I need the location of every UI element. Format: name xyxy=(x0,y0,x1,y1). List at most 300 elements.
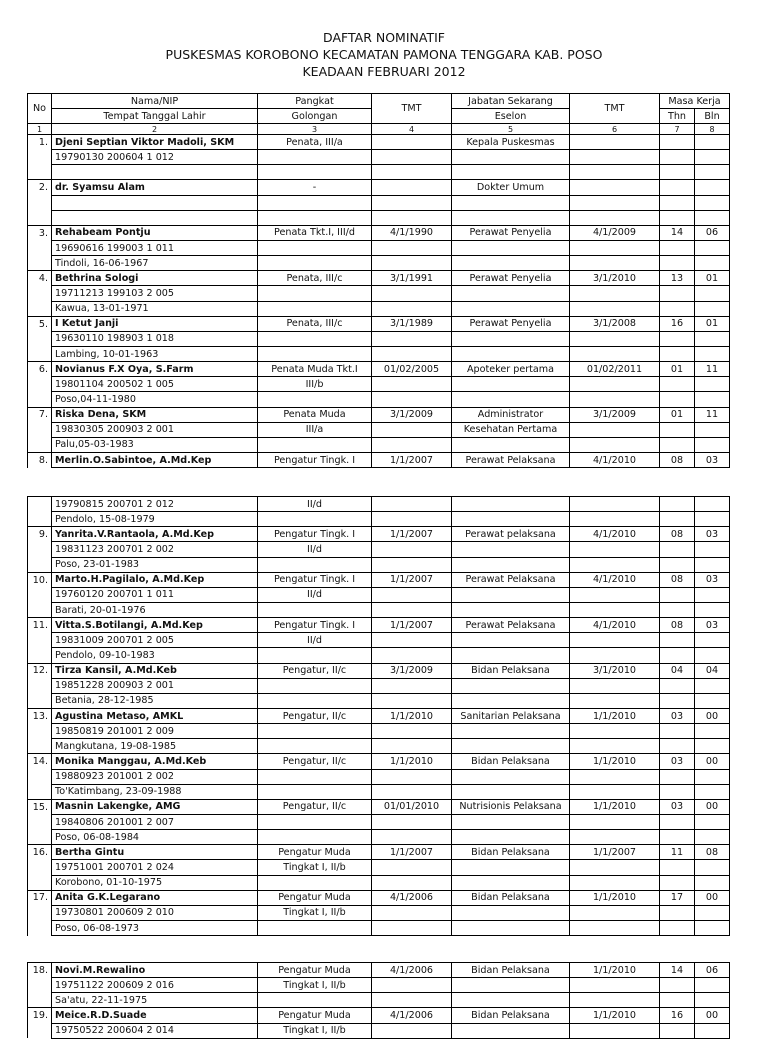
table-row xyxy=(28,754,730,769)
cell-no xyxy=(28,512,52,527)
cell-bln: 03 xyxy=(695,527,730,542)
table-row xyxy=(28,452,730,467)
cell-tmt xyxy=(372,542,452,557)
cell-no: 13. xyxy=(28,708,52,723)
cell-pangkat xyxy=(258,301,372,316)
cell-nama: 19851228 200903 2 001 xyxy=(52,678,258,693)
cell-bln xyxy=(695,542,730,557)
cell-tmt2: 4/1/2010 xyxy=(570,572,660,587)
cell-tmt xyxy=(372,150,452,165)
cell-tmt xyxy=(372,678,452,693)
table-row xyxy=(28,708,730,723)
cell-tmt xyxy=(372,512,452,527)
cell-bln: 04 xyxy=(695,663,730,678)
cell-jabatan: Bidan Pelaksana xyxy=(452,663,570,678)
header-tmt: TMT xyxy=(372,94,452,124)
cell-tmt2: 1/1/2010 xyxy=(570,754,660,769)
column-number: 4 xyxy=(372,124,452,135)
cell-no xyxy=(28,557,52,572)
cell-thn: 17 xyxy=(660,890,695,905)
cell-jabatan: Perawat Penyelia xyxy=(452,316,570,331)
cell-thn xyxy=(660,784,695,799)
doc-subtitle: PUSKESMAS KOROBONO KECAMATAN PAMONA TENGGARA KAB. POSO xyxy=(165,47,603,62)
cell-pangkat: Penata, III/c xyxy=(258,316,372,331)
cell-no xyxy=(28,346,52,361)
cell-no xyxy=(28,648,52,663)
cell-tmt xyxy=(372,814,452,829)
cell-jabatan: Apoteker pertama xyxy=(452,362,570,377)
table-row xyxy=(28,860,730,875)
cell-jabatan xyxy=(452,814,570,829)
table-row xyxy=(28,346,730,361)
cell-pangkat: Tingkat I, II/b xyxy=(258,860,372,875)
header-masa-kerja: Masa Kerja xyxy=(660,94,730,109)
table-row xyxy=(28,978,730,993)
cell-thn: 14 xyxy=(660,225,695,240)
cell-bln xyxy=(695,978,730,993)
table-row xyxy=(28,150,730,165)
cell-tmt xyxy=(372,256,452,271)
cell-tmt xyxy=(372,346,452,361)
table-row xyxy=(28,905,730,920)
cell-tmt2 xyxy=(570,920,660,935)
cell-nama: Novianus F.X Oya, S.Farm xyxy=(52,362,258,377)
cell-nama xyxy=(52,210,258,225)
cell-nama: 19830305 200903 2 001 xyxy=(52,422,258,437)
cell-tmt2 xyxy=(570,346,660,361)
cell-thn: 01 xyxy=(660,407,695,422)
cell-tmt2 xyxy=(570,587,660,602)
cell-thn: 01 xyxy=(660,362,695,377)
cell-tmt2 xyxy=(570,633,660,648)
cell-nama: Merlin.O.Sabintoe, A.Md.Kep xyxy=(52,452,258,467)
table-row xyxy=(28,993,730,1008)
cell-bln: 11 xyxy=(695,362,730,377)
cell-pangkat xyxy=(258,557,372,572)
cell-nama xyxy=(52,195,258,210)
cell-jabatan xyxy=(452,557,570,572)
cell-jabatan xyxy=(452,648,570,663)
cell-jabatan xyxy=(452,678,570,693)
cell-tmt xyxy=(372,240,452,255)
cell-nama: 19831123 200701 2 002 xyxy=(52,542,258,557)
cell-jabatan xyxy=(452,587,570,602)
cell-bln xyxy=(695,693,730,708)
cell-no xyxy=(28,633,52,648)
table-row xyxy=(28,195,730,210)
cell-tmt2: 3/1/2009 xyxy=(570,407,660,422)
cell-tmt2: 1/1/2010 xyxy=(570,708,660,723)
header-ttl: Tempat Tanggal Lahir xyxy=(52,109,258,124)
cell-jabatan xyxy=(452,920,570,935)
cell-tmt2 xyxy=(570,830,660,845)
cell-tmt xyxy=(372,557,452,572)
cell-no xyxy=(28,256,52,271)
cell-pangkat xyxy=(258,437,372,452)
cell-pangkat: Penata, III/a xyxy=(258,135,372,150)
cell-jabatan xyxy=(452,542,570,557)
cell-bln xyxy=(695,422,730,437)
cell-thn xyxy=(660,150,695,165)
cell-tmt xyxy=(372,602,452,617)
cell-bln xyxy=(695,286,730,301)
cell-pangkat: Tingkat I, II/b xyxy=(258,978,372,993)
cell-bln xyxy=(695,497,730,512)
header-bln: Bln xyxy=(695,109,730,124)
cell-thn: 08 xyxy=(660,452,695,467)
cell-pangkat xyxy=(258,814,372,829)
cell-no xyxy=(28,1023,52,1038)
cell-jabatan xyxy=(452,633,570,648)
cell-nama: Sa'atu, 22-11-1975 xyxy=(52,993,258,1008)
cell-bln: 03 xyxy=(695,452,730,467)
cell-nama: Kawua, 13-01-1971 xyxy=(52,301,258,316)
column-number-row xyxy=(28,124,730,135)
cell-jabatan: Perawat pelaksana xyxy=(452,527,570,542)
cell-tmt2: 1/1/2010 xyxy=(570,963,660,978)
cell-pangkat xyxy=(258,678,372,693)
cell-nama: Pendolo, 15-08-1979 xyxy=(52,512,258,527)
cell-tmt: 1/1/2010 xyxy=(372,708,452,723)
cell-pangkat xyxy=(258,875,372,890)
cell-tmt xyxy=(372,377,452,392)
cell-pangkat: Pengatur, II/c xyxy=(258,708,372,723)
table-row xyxy=(28,920,730,935)
cell-pangkat: II/d xyxy=(258,542,372,557)
cell-pangkat xyxy=(258,739,372,754)
cell-tmt2 xyxy=(570,150,660,165)
table-row xyxy=(28,875,730,890)
cell-pangkat: Penata Muda xyxy=(258,407,372,422)
cell-tmt xyxy=(372,1023,452,1038)
cell-bln xyxy=(695,905,730,920)
cell-tmt2: 1/1/2010 xyxy=(570,1008,660,1023)
cell-thn xyxy=(660,210,695,225)
cell-thn xyxy=(660,195,695,210)
cell-bln xyxy=(695,814,730,829)
cell-no xyxy=(28,693,52,708)
cell-bln xyxy=(695,240,730,255)
cell-thn xyxy=(660,693,695,708)
cell-thn xyxy=(660,301,695,316)
cell-thn xyxy=(660,1023,695,1038)
cell-tmt xyxy=(372,784,452,799)
cell-thn xyxy=(660,602,695,617)
table-row xyxy=(28,362,730,377)
cell-tmt2: 4/1/2009 xyxy=(570,225,660,240)
cell-bln xyxy=(695,512,730,527)
cell-tmt2 xyxy=(570,286,660,301)
cell-pangkat xyxy=(258,165,372,180)
table-row xyxy=(28,845,730,860)
cell-jabatan: Nutrisionis Pelaksana xyxy=(452,799,570,814)
cell-no xyxy=(28,724,52,739)
table-row xyxy=(28,830,730,845)
cell-nama xyxy=(52,165,258,180)
cell-pangkat xyxy=(258,256,372,271)
cell-jabatan xyxy=(452,346,570,361)
cell-thn xyxy=(660,377,695,392)
header-tmt2: TMT xyxy=(570,94,660,124)
cell-jabatan: Administrator xyxy=(452,407,570,422)
cell-jabatan xyxy=(452,875,570,890)
cell-nama: Bertha Gintu xyxy=(52,845,258,860)
cell-no: 18. xyxy=(28,963,52,978)
cell-thn: 08 xyxy=(660,618,695,633)
cell-nama: 19790130 200604 1 012 xyxy=(52,150,258,165)
cell-bln xyxy=(695,392,730,407)
cell-bln xyxy=(695,256,730,271)
cell-pangkat xyxy=(258,648,372,663)
cell-tmt2 xyxy=(570,724,660,739)
cell-nama: Marto.H.Pagilalo, A.Md.Kep xyxy=(52,572,258,587)
cell-jabatan: Bidan Pelaksana xyxy=(452,845,570,860)
cell-tmt2 xyxy=(570,180,660,195)
cell-jabatan xyxy=(452,769,570,784)
cell-tmt2 xyxy=(570,195,660,210)
cell-tmt2 xyxy=(570,978,660,993)
cell-nama: Poso, 23-01-1983 xyxy=(52,557,258,572)
cell-thn xyxy=(660,557,695,572)
cell-bln xyxy=(695,301,730,316)
cell-nama: 19801104 200502 1 005 xyxy=(52,377,258,392)
table-row xyxy=(28,602,730,617)
cell-nama: Bethrina Sologi xyxy=(52,271,258,286)
table-row xyxy=(28,739,730,754)
table-row xyxy=(28,135,730,150)
cell-tmt2 xyxy=(570,693,660,708)
cell-bln xyxy=(695,769,730,784)
cell-tmt2 xyxy=(570,678,660,693)
cell-nama: 19690616 199003 1 011 xyxy=(52,240,258,255)
cell-tmt: 1/1/2007 xyxy=(372,452,452,467)
cell-jabatan xyxy=(452,860,570,875)
cell-nama: Meice.R.D.Suade xyxy=(52,1008,258,1023)
cell-pangkat xyxy=(258,993,372,1008)
cell-tmt2: 1/1/2010 xyxy=(570,799,660,814)
table-row xyxy=(28,240,730,255)
cell-tmt2 xyxy=(570,437,660,452)
cell-jabatan xyxy=(452,739,570,754)
cell-bln: 03 xyxy=(695,572,730,587)
cell-tmt: 4/1/2006 xyxy=(372,1008,452,1023)
cell-no xyxy=(28,542,52,557)
cell-tmt2: 3/1/2010 xyxy=(570,663,660,678)
cell-jabatan xyxy=(452,301,570,316)
cell-no xyxy=(28,165,52,180)
cell-no xyxy=(28,210,52,225)
cell-jabatan xyxy=(452,240,570,255)
cell-pangkat: Pengatur, II/c xyxy=(258,663,372,678)
cell-jabatan: Perawat Penyelia xyxy=(452,271,570,286)
cell-tmt xyxy=(372,180,452,195)
cell-no: 2. xyxy=(28,180,52,195)
cell-jabatan xyxy=(452,437,570,452)
cell-tmt xyxy=(372,648,452,663)
cell-jabatan: Kepala Puskesmas xyxy=(452,135,570,150)
cell-no: 5. xyxy=(28,316,52,331)
cell-tmt: 4/1/2006 xyxy=(372,890,452,905)
cell-nama: Rehabeam Pontju xyxy=(52,225,258,240)
cell-nama: 19850819 201001 2 009 xyxy=(52,724,258,739)
cell-bln: 11 xyxy=(695,407,730,422)
cell-tmt: 3/1/1991 xyxy=(372,271,452,286)
cell-bln xyxy=(695,920,730,935)
cell-pangkat: III/a xyxy=(258,422,372,437)
cell-no: 10. xyxy=(28,572,52,587)
cell-pangkat: II/d xyxy=(258,633,372,648)
cell-nama: Barati, 20-01-1976 xyxy=(52,602,258,617)
cell-tmt2 xyxy=(570,1023,660,1038)
cell-jabatan: Perawat Pelaksana xyxy=(452,452,570,467)
cell-pangkat: III/b xyxy=(258,377,372,392)
cell-jabatan xyxy=(452,512,570,527)
cell-thn xyxy=(660,814,695,829)
cell-no xyxy=(28,814,52,829)
cell-pangkat xyxy=(258,286,372,301)
cell-nama: I Ketut Janji xyxy=(52,316,258,331)
cell-nama: 19751001 200701 2 024 xyxy=(52,860,258,875)
cell-thn xyxy=(660,860,695,875)
cell-bln xyxy=(695,135,730,150)
cell-pangkat xyxy=(258,693,372,708)
cell-nama: 19730801 200609 2 010 xyxy=(52,905,258,920)
column-number: 8 xyxy=(695,124,730,135)
cell-thn: 11 xyxy=(660,845,695,860)
table-row xyxy=(28,814,730,829)
cell-jabatan xyxy=(452,905,570,920)
cell-pangkat: II/d xyxy=(258,497,372,512)
cell-nama: dr. Syamsu Alam xyxy=(52,180,258,195)
cell-nama: 19750522 200604 2 014 xyxy=(52,1023,258,1038)
cell-nama: 19790815 200701 2 012 xyxy=(52,497,258,512)
header-nama: Nama/NIP xyxy=(52,94,258,109)
cell-bln: 00 xyxy=(695,1008,730,1023)
cell-bln xyxy=(695,587,730,602)
cell-jabatan: Dokter Umum xyxy=(452,180,570,195)
cell-bln xyxy=(695,437,730,452)
cell-thn xyxy=(660,512,695,527)
cell-bln: 01 xyxy=(695,271,730,286)
cell-nama: Djeni Septian Viktor Madoli, SKM xyxy=(52,135,258,150)
cell-thn xyxy=(660,180,695,195)
cell-pangkat: Pengatur Tingk. I xyxy=(258,527,372,542)
cell-pangkat: Pengatur Muda xyxy=(258,963,372,978)
cell-tmt2 xyxy=(570,769,660,784)
cell-nama: Poso, 06-08-1973 xyxy=(52,920,258,935)
cell-no xyxy=(28,769,52,784)
table-row xyxy=(28,648,730,663)
cell-tmt xyxy=(372,905,452,920)
header-pangkat: Pangkat xyxy=(258,94,372,109)
cell-no xyxy=(28,978,52,993)
table-row xyxy=(28,225,730,240)
table-row xyxy=(28,165,730,180)
cell-jabatan xyxy=(452,210,570,225)
table-row xyxy=(28,392,730,407)
cell-no xyxy=(28,301,52,316)
cell-no xyxy=(28,602,52,617)
cell-pangkat xyxy=(258,920,372,935)
cell-bln: 00 xyxy=(695,708,730,723)
cell-nama: To'Katimbang, 23-09-1988 xyxy=(52,784,258,799)
table-row xyxy=(28,663,730,678)
cell-tmt2 xyxy=(570,905,660,920)
doc-period: KEADAAN FEBRUARI 2012 xyxy=(302,64,466,79)
cell-tmt2 xyxy=(570,256,660,271)
cell-tmt xyxy=(372,860,452,875)
cell-tmt: 1/1/2007 xyxy=(372,572,452,587)
cell-jabatan: Perawat Penyelia xyxy=(452,225,570,240)
cell-jabatan: Bidan Pelaksana xyxy=(452,890,570,905)
cell-pangkat: Pengatur Tingk. I xyxy=(258,572,372,587)
cell-tmt2 xyxy=(570,392,660,407)
cell-no: 11. xyxy=(28,618,52,633)
cell-nama: Betania, 28-12-1985 xyxy=(52,693,258,708)
cell-tmt2 xyxy=(570,135,660,150)
cell-tmt2 xyxy=(570,301,660,316)
cell-tmt: 01/02/2005 xyxy=(372,362,452,377)
cell-no: 17. xyxy=(28,890,52,905)
cell-tmt xyxy=(372,739,452,754)
cell-jabatan xyxy=(452,978,570,993)
cell-tmt xyxy=(372,724,452,739)
cell-tmt xyxy=(372,392,452,407)
table-row xyxy=(28,724,730,739)
cell-pangkat: Pengatur Muda xyxy=(258,890,372,905)
cell-tmt2 xyxy=(570,377,660,392)
cell-thn: 13 xyxy=(660,271,695,286)
header-golongan: Golongan xyxy=(258,109,372,124)
table-row xyxy=(28,271,730,286)
column-number: 2 xyxy=(52,124,258,135)
cell-thn: 03 xyxy=(660,754,695,769)
cell-bln xyxy=(695,784,730,799)
table-row xyxy=(28,890,730,905)
cell-thn xyxy=(660,256,695,271)
doc-title: DAFTAR NOMINATIF xyxy=(323,30,445,45)
cell-thn xyxy=(660,240,695,255)
cell-bln xyxy=(695,739,730,754)
header-eselon: Eselon xyxy=(452,109,570,124)
table-row xyxy=(28,527,730,542)
cell-thn xyxy=(660,392,695,407)
cell-no xyxy=(28,830,52,845)
cell-bln xyxy=(695,648,730,663)
cell-pangkat: Pengatur, II/c xyxy=(258,754,372,769)
cell-no xyxy=(28,784,52,799)
cell-jabatan: Kesehatan Pertama xyxy=(452,422,570,437)
cell-tmt xyxy=(372,978,452,993)
cell-pangkat xyxy=(258,769,372,784)
cell-tmt: 3/1/2009 xyxy=(372,407,452,422)
cell-tmt: 4/1/2006 xyxy=(372,963,452,978)
cell-tmt2 xyxy=(570,648,660,663)
cell-pangkat: II/d xyxy=(258,587,372,602)
table-row xyxy=(28,180,730,195)
cell-jabatan xyxy=(452,784,570,799)
cell-bln xyxy=(695,557,730,572)
table-row xyxy=(28,316,730,331)
cell-thn xyxy=(660,648,695,663)
cell-nama: Agustina Metaso, AMKL xyxy=(52,708,258,723)
cell-nama: Novi.M.Rewalino xyxy=(52,963,258,978)
column-number: 7 xyxy=(660,124,695,135)
cell-no: 12. xyxy=(28,663,52,678)
cell-tmt2: 1/1/2007 xyxy=(570,845,660,860)
cell-tmt xyxy=(372,769,452,784)
cell-tmt xyxy=(372,165,452,180)
